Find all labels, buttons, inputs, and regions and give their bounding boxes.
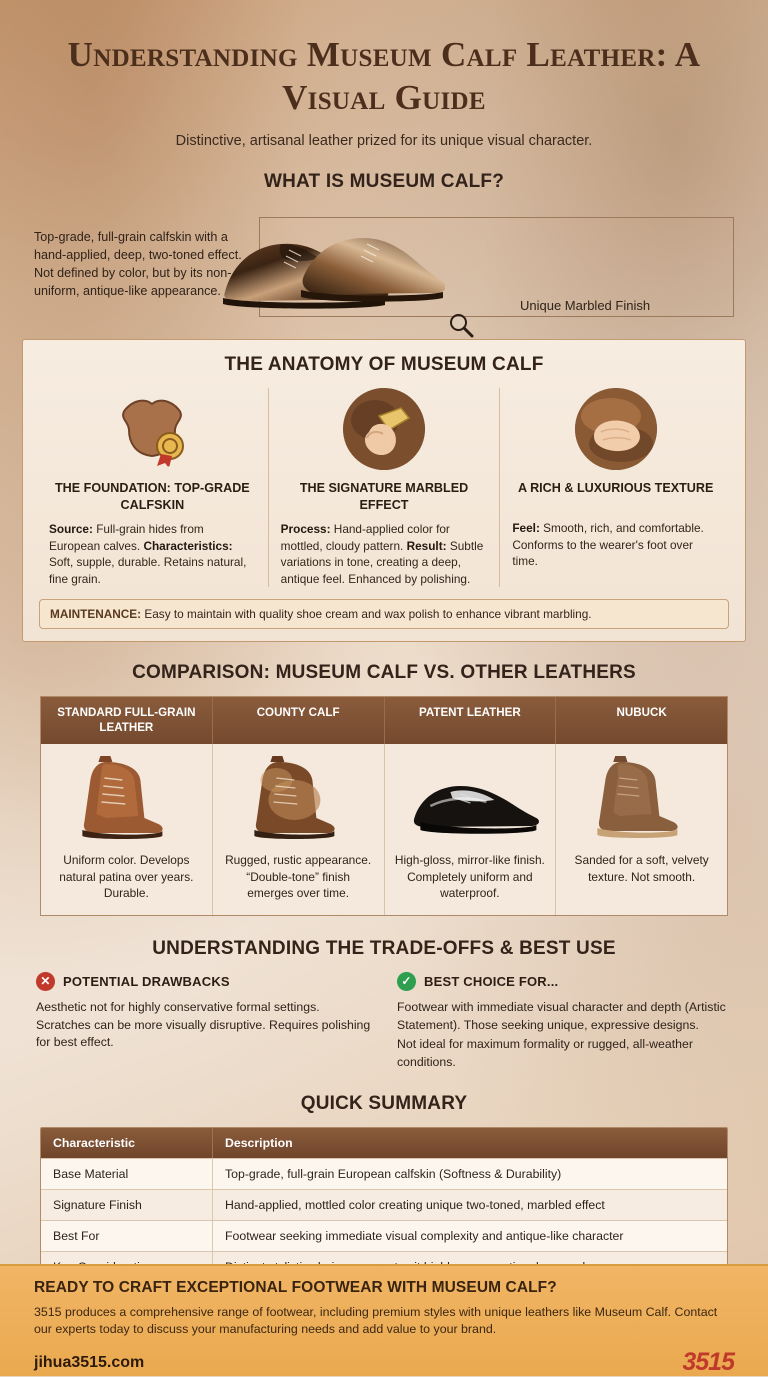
tradeoffs-title: UNDERSTANDING THE TRADE-OFFS & BEST USE: [152, 938, 616, 960]
drawbacks-heading: POTENTIAL DRAWBACKS: [63, 974, 230, 990]
anatomy-text: Subtle variations in tone, creating a deep, antique feel. Enhanced by polishing.: [280, 538, 484, 586]
comparison-header-cell: COUNTY CALF: [213, 697, 385, 744]
comparison-description-row: [41, 844, 727, 915]
anatomy-text: Smooth, rich, and comfortable. Conforms to the wearer's foot over time.: [512, 521, 704, 569]
what-is-text: Top-grade, full-grain calfskin with a hand-applied, deep, two-toned effect. Not defined by color, but by its non-uniform, antique-like appearance.: [34, 230, 242, 298]
what-is-section: [0, 171, 768, 317]
marbled-finish-image: [259, 217, 734, 317]
magnifier-icon: [448, 312, 474, 338]
boot-image-nubuck: [556, 744, 727, 844]
shoe-image-patent: [385, 744, 557, 844]
anatomy-label: Result:: [406, 538, 447, 553]
anatomy-section: [22, 339, 746, 642]
anatomy-heading: A RICH & LUXURIOUS TEXTURE: [517, 481, 714, 496]
comparison-header-row: [41, 697, 727, 744]
what-is-title: WHAT IS MUSEUM CALF?: [263, 171, 505, 193]
anatomy-label: Feel:: [512, 521, 540, 536]
boot-image-standard: [41, 744, 213, 844]
summary-cell-characteristic: Signature Finish: [41, 1190, 213, 1220]
page-title: Understanding Museum Calf Leather: A Visual Guide: [67, 35, 701, 117]
drawbacks-text: Aesthetic not for highly conservative formal settings. Scratches can be more visually disruptive. Requires polishing for best effect.: [36, 1000, 371, 1050]
anatomy-label: Characteristics:: [143, 538, 233, 553]
summary-header-row: [41, 1128, 727, 1159]
summary-header-characteristic: Characteristic: [41, 1128, 213, 1158]
comparison-image-row: [41, 744, 727, 844]
museum-calf-shoe-illustration: [185, 200, 445, 318]
comparison-section: [0, 662, 768, 916]
comparison-description-cell: High-gloss, mirror-like finish. Completely uniform and waterproof.: [385, 844, 557, 915]
footer-cta: [0, 1264, 768, 1376]
comparison-header-cell: NUBUCK: [616, 706, 667, 720]
comparison-description-cell: Sanded for a soft, velvety texture. Not smooth.: [574, 853, 709, 884]
hand-on-leather-icon: [575, 388, 657, 470]
table-row: [41, 1190, 727, 1221]
anatomy-body: [512, 520, 719, 570]
comparison-table: [40, 696, 728, 916]
drawbacks-column: [36, 972, 371, 1071]
comparison-description-cell: Uniform color. Develops natural patina over years. Durable.: [41, 844, 213, 915]
anatomy-label: Process:: [280, 522, 331, 537]
anatomy-column-marbled: [268, 388, 500, 587]
best-choice-text-1: Footwear with immediate visual character and depth (Artistic Statement). Those seeking unique, expressive designs.: [397, 1000, 726, 1032]
anatomy-body: [49, 521, 256, 587]
boot-image-county-calf: [213, 744, 385, 844]
marbled-finish-caption: Unique Marbled Finish: [520, 298, 651, 314]
brand-logo-3515: 3515: [682, 1348, 734, 1377]
anatomy-heading: THE SIGNATURE MARBLED EFFECT: [299, 481, 469, 512]
comparison-header-cell: PATENT LEATHER: [385, 697, 557, 744]
summary-section: [0, 1093, 768, 1283]
summary-cell-description: Footwear seeking immediate visual complexity and antique-like character: [225, 1229, 624, 1244]
summary-cell-characteristic: Base Material: [41, 1159, 213, 1189]
footer-heading: READY TO CRAFT EXCEPTIONAL FOOTWEAR WITH MUSEUM CALF?: [34, 1279, 557, 1296]
anatomy-title: THE ANATOMY OF MUSEUM CALF: [224, 354, 544, 376]
page-subtitle: Distinctive, artisanal leather prized for its unique visual character.: [175, 133, 593, 150]
tradeoffs-section: [0, 938, 768, 1071]
best-choice-text-2: Not ideal for maximum formality or rugged, all-weather conditions.: [397, 1037, 693, 1069]
footer-body: 3515 produces a comprehensive range of footwear, including premium styles with unique leathers like Museum Calf. Contact our experts today to discuss your manufacturing needs and add value to your brand.: [34, 1305, 718, 1337]
summary-cell-characteristic: Best For: [41, 1221, 213, 1251]
summary-cell-description: Hand-applied, mottled color creating unique two-toned, marbled effect: [225, 1198, 605, 1213]
anatomy-column-texture: [499, 388, 731, 587]
summary-cell-description: Top-grade, full-grain European calfskin (Softness & Durability): [225, 1167, 562, 1182]
anatomy-heading: THE FOUNDATION: TOP-GRADE CALFSKIN: [54, 481, 250, 512]
comparison-description-cell: Rugged, rustic appearance. “Double-tone” finish emerges over time.: [213, 844, 385, 915]
header: [0, 0, 768, 149]
check-icon: ✓: [397, 972, 416, 991]
anatomy-text: Full-grain hides from European calves.: [49, 522, 204, 553]
anatomy-column-foundation: [37, 388, 268, 587]
summary-title: QUICK SUMMARY: [300, 1093, 468, 1115]
table-row: [41, 1159, 727, 1190]
best-choice-heading: BEST CHOICE FOR...: [424, 974, 559, 990]
leather-hide-badge-icon: [111, 388, 193, 470]
anatomy-text: Soft, supple, durable. Retains natural, fine grain.: [49, 555, 247, 586]
footer-website-link[interactable]: jihua3515.com: [34, 1353, 145, 1371]
maintenance-note: [39, 599, 729, 629]
anatomy-text: Hand-applied color for mottled, cloudy pattern.: [280, 522, 450, 553]
hand-polishing-icon: [343, 388, 425, 470]
anatomy-body: [281, 521, 488, 587]
comparison-header-cell: STANDARD FULL-GRAIN LEATHER: [41, 697, 213, 744]
maintenance-label: MAINTENANCE:: [50, 607, 142, 622]
table-row: [41, 1221, 727, 1252]
best-choice-column: [397, 972, 732, 1071]
summary-table: [40, 1127, 728, 1283]
maintenance-text: Easy to maintain with quality shoe cream and wax polish to enhance vibrant marbling.: [141, 607, 592, 622]
comparison-title: COMPARISON: MUSEUM CALF VS. OTHER LEATHERS: [132, 662, 636, 684]
summary-header-description: Description: [225, 1136, 293, 1151]
cross-icon: ✕: [36, 972, 55, 991]
anatomy-label: Source:: [49, 522, 93, 537]
